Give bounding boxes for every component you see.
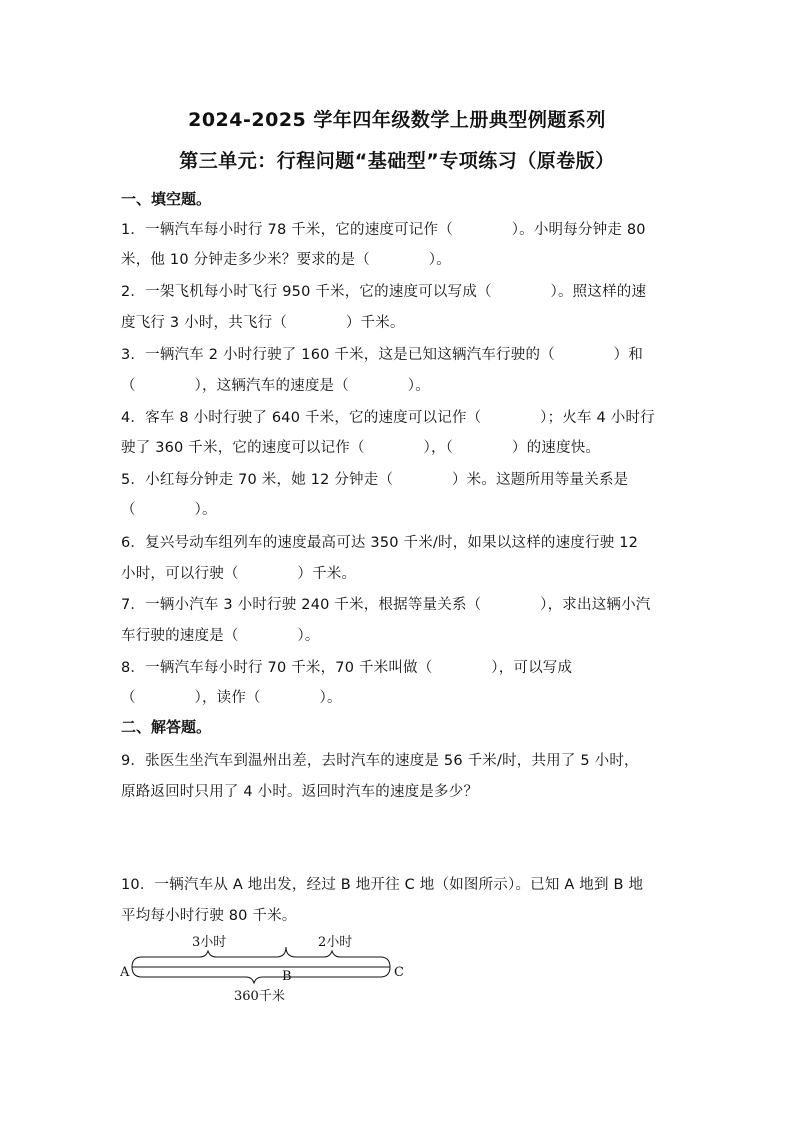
question-line: （ ），这辆汽车的速度是（ ）。 <box>121 378 430 394</box>
label-bc-time: 2小时 <box>318 935 353 950</box>
route-diagram <box>118 930 418 1010</box>
question-line: 7．一辆小汽车 3 小时行驶 240 千米，根据等量关系（ ），求出这辆小汽 <box>121 597 651 613</box>
label-point-b: B <box>282 969 292 984</box>
question-line: 9．张医生坐汽车到温州出差，去时汽车的速度是 56 千米/时，共用了 5 小时， <box>121 753 639 769</box>
question-line: 平均每小时行驶 80 千米。 <box>121 908 297 924</box>
question-line: 车行驶的速度是（ ）。 <box>121 628 320 644</box>
question-line: 度飞行 3 小时，共飞行（ ）千米。 <box>121 315 405 331</box>
question-line: 小时，可以行驶（ ）千米。 <box>121 566 357 582</box>
worksheet-title: 2024-2025 学年四年级数学上册典型例题系列 <box>188 109 606 131</box>
question-line: 原路返回时只用了 4 小时。返回时汽车的速度是多少？ <box>121 784 479 800</box>
question-line: （ ）。 <box>121 502 217 518</box>
label-point-a: A <box>120 965 130 980</box>
section-fill-blank-heading: 一、填空题。 <box>121 190 212 208</box>
question-line: （ ），读作（ ）。 <box>121 690 342 706</box>
label-point-c: C <box>394 965 404 980</box>
question-line: 5．小红每分钟走 70 米，她 12 分钟走（ ）米。这题所用等量关系是 <box>121 472 629 488</box>
brace-bc-top <box>286 947 390 967</box>
brace-ab-top <box>132 947 286 967</box>
question-line: 6．复兴号动车组列车的速度最高可达 350 千米/时，如果以这样的速度行驶 12 <box>121 535 639 551</box>
worksheet-subtitle: 第三单元：行程问题“基础型”专项练习（原卷版） <box>179 150 615 172</box>
question-line: 米，他 10 分钟走多少米？要求的是（ ）。 <box>121 252 451 268</box>
question-line: 2．一架飞机每小时飞行 950 千米，它的速度可以写成（ ）。照这样的速 <box>121 284 647 300</box>
question-line: 3．一辆汽车 2 小时行驶了 160 千米，这是已知这辆汽车行驶的（ ）和 <box>121 347 644 363</box>
question-line: 4．客车 8 小时行驶了 640 千米，它的速度可以记作（ ）；火车 4 小时行 <box>121 410 655 426</box>
section-answer-heading: 二、解答题。 <box>121 718 212 736</box>
question-line: 驶了 360 千米，它的速度可以记作（ ），（ ）的速度快。 <box>121 440 601 456</box>
question-line: 10．一辆汽车从 A 地出发，经过 B 地开往 C 地（如图所示）。已知 A 地到 B 地 <box>121 877 644 893</box>
label-ab-time: 3小时 <box>192 935 227 950</box>
label-total-distance: 360千米 <box>234 989 285 1004</box>
brace-total-bottom <box>132 967 390 983</box>
question-line: 8．一辆汽车每小时行 70 千米，70 千米叫做（ ），可以写成 <box>121 660 573 676</box>
question-line: 1．一辆汽车每小时行 78 千米，它的速度可记作（ ）。小明每分钟走 80 <box>121 222 646 238</box>
